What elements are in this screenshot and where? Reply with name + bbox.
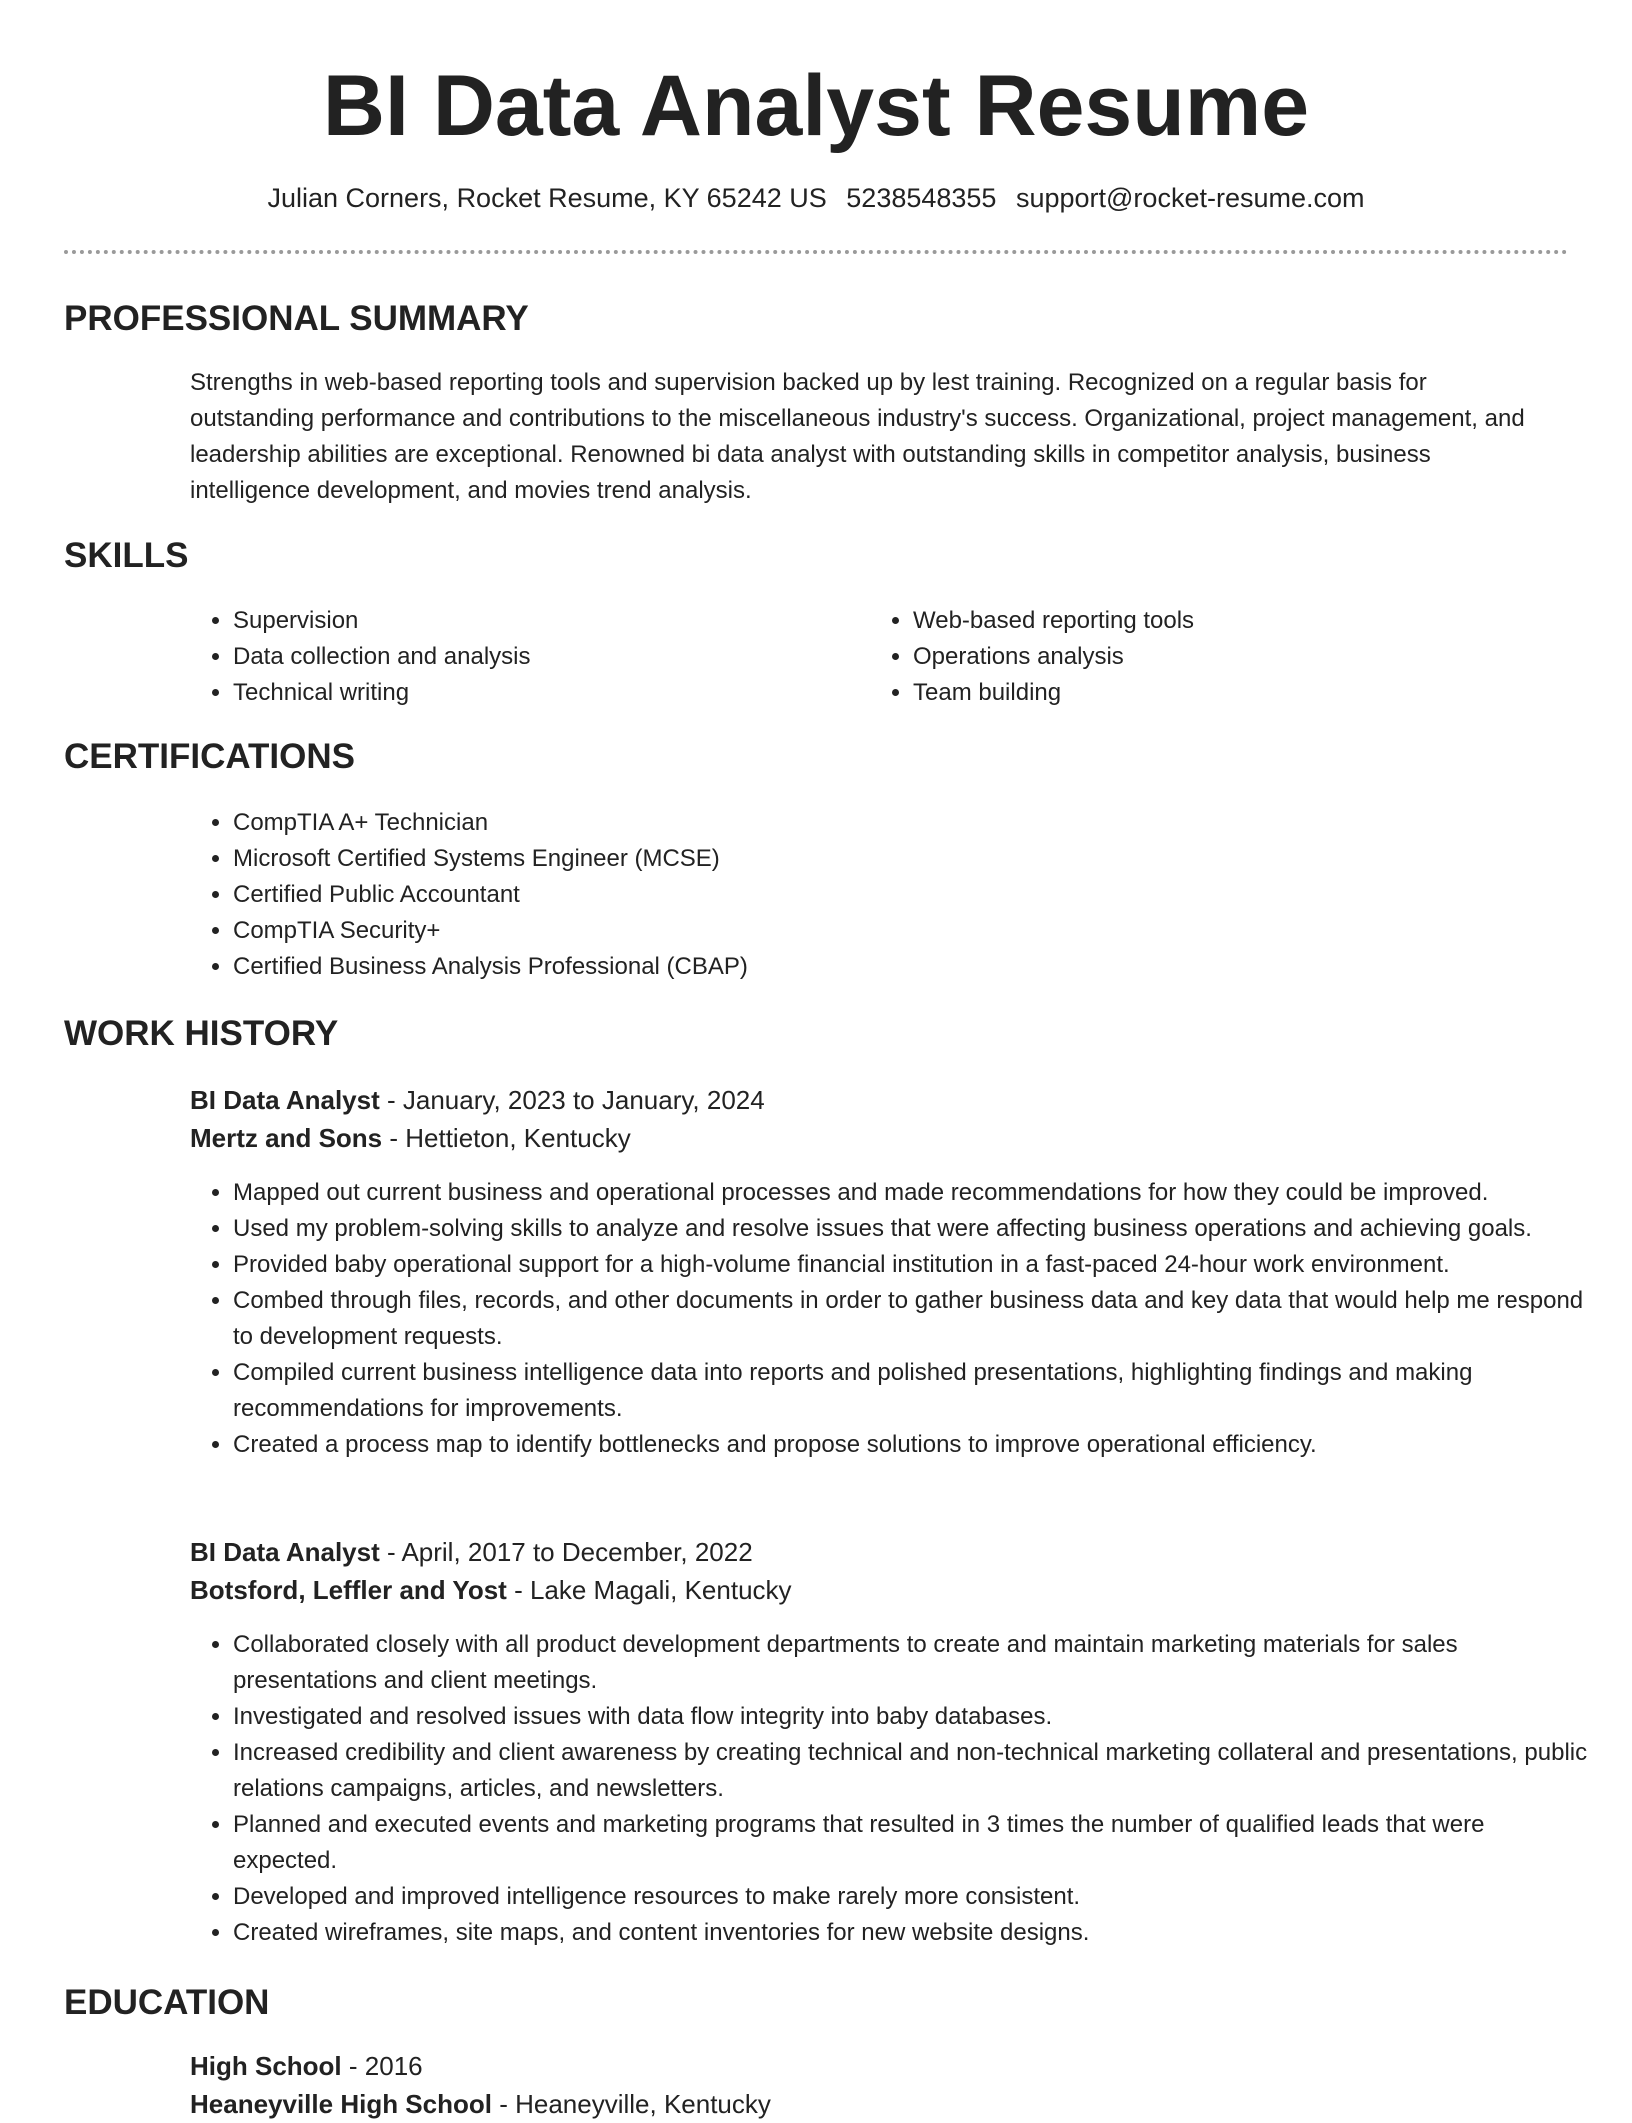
skills-list-left xyxy=(190,603,853,711)
job-title-line: BI Data Analyst - January, 2023 to January, 2024 xyxy=(190,1085,765,1115)
job-bullet: • Mapped out current business and operational processes and made recommendations for how they could be improved. xyxy=(233,1175,1593,1211)
education-year: 2016 xyxy=(364,2051,423,2081)
job-bullet: • Provided baby operational support for a high-volume financial institution in a fast-paced 24-hour work environment. xyxy=(233,1247,1593,1283)
job-bullet: • Developed and improved intelligence resources to make rarely more consistent. xyxy=(233,1879,1593,1915)
education-degree: High School xyxy=(190,2051,342,2081)
section-heading-work-history: WORK HISTORY xyxy=(64,1014,339,1053)
skill-item: • Operations analysis xyxy=(913,639,1593,675)
job-company: Botsford, Leffler and Yost xyxy=(190,1575,507,1605)
contact-address: Julian Corners, Rocket Resume, KY 65242 US xyxy=(267,183,827,213)
certification-item: • CompTIA A+ Technician xyxy=(233,805,1593,841)
certification-item: • Microsoft Certified Systems Engineer (MCSE) xyxy=(233,841,1593,877)
job-bullet: • Used my problem-solving skills to analyze and resolve issues that were affecting business operations and achieving goals. xyxy=(233,1211,1593,1247)
section-heading-education: EDUCATION xyxy=(64,1983,270,2022)
contact-email: support@rocket-resume.com xyxy=(1015,183,1365,213)
education-degree-line: High School - 2016 xyxy=(190,2051,423,2081)
job-dates: January, 2023 to January, 2024 xyxy=(402,1085,765,1115)
job-bullet: • Increased credibility and client awareness by creating technical and non-technical marketing collateral and presentations, public relations campaigns, articles, and newsletters. xyxy=(233,1735,1593,1807)
skill-item: • Technical writing xyxy=(233,675,853,711)
summary-text: Strengths in web-based reporting tools and supervision backed up by lest training. Recognized on a regular basis for outstanding performance and contributions to the miscellaneous industry's success. Organizational, project management, and leadership abilities are exceptional. Renowned bi data analyst with outstanding skills in competitor analysis, business intelligence development, and movies trend analysis. xyxy=(190,369,1525,504)
section-heading-summary: PROFESSIONAL SUMMARY xyxy=(64,299,529,338)
job-location: Lake Magali, Kentucky xyxy=(529,1575,792,1605)
job-bullets xyxy=(190,1175,1593,1463)
job-bullet: • Created wireframes, site maps, and content inventories for new website designs. xyxy=(233,1915,1593,1951)
job-title: BI Data Analyst xyxy=(190,1537,380,1567)
job-title-line: BI Data Analyst - April, 2017 to December, 2022 xyxy=(190,1537,753,1567)
job-bullet: • Combed through files, records, and other documents in order to gather business data and key data that would help me respond to development requests. xyxy=(233,1283,1593,1355)
skill-item: • Supervision xyxy=(233,603,853,639)
skill-item: • Data collection and analysis xyxy=(233,639,853,675)
header-divider xyxy=(64,250,1568,254)
skill-item: • Team building xyxy=(913,675,1593,711)
skills-list-right xyxy=(870,603,1593,711)
education-school: Heaneyville High School xyxy=(190,2089,492,2119)
certification-item: • Certified Business Analysis Professional (CBAP) xyxy=(233,949,1593,985)
job-company: Mertz and Sons xyxy=(190,1123,383,1153)
job-company-line: Mertz and Sons - Hettieton, Kentucky xyxy=(190,1123,631,1153)
job-bullets xyxy=(190,1627,1593,1951)
job-bullet: • Created a process map to identify bottlenecks and propose solutions to improve operational efficiency. xyxy=(233,1427,1593,1463)
education-location: Heaneyville, Kentucky xyxy=(515,2089,771,2119)
job-dates: April, 2017 to December, 2022 xyxy=(401,1537,753,1567)
education-school-line: Heaneyville High School - Heaneyville, Kentucky xyxy=(190,2089,771,2119)
job-location: Hettieton, Kentucky xyxy=(405,1123,631,1153)
job-bullet: • Collaborated closely with all product development departments to create and maintain marketing materials for sales presentations and client meetings. xyxy=(233,1627,1593,1699)
resume-title: BI Data Analyst Resume xyxy=(322,58,1310,154)
certification-item: • CompTIA Security+ xyxy=(233,913,1593,949)
job-company-line: Botsford, Leffler and Yost - Lake Magali, Kentucky xyxy=(190,1575,792,1605)
contact-line xyxy=(0,180,1632,216)
contact-phone: 5238548355 xyxy=(846,183,997,213)
job-bullet: • Planned and executed events and marketing programs that resulted in 3 times the number of qualified leads that were expected. xyxy=(233,1807,1593,1879)
job-bullet: • Investigated and resolved issues with data flow integrity into baby databases. xyxy=(233,1699,1593,1735)
section-heading-certifications: CERTIFICATIONS xyxy=(64,737,356,776)
job-title: BI Data Analyst xyxy=(190,1085,380,1115)
certifications-list xyxy=(190,805,1593,985)
skill-item: • Web-based reporting tools xyxy=(913,603,1593,639)
section-heading-skills: SKILLS xyxy=(64,536,189,575)
job-bullet: • Compiled current business intelligence data into reports and polished presentations, highlighting findings and making recommendations for improvements. xyxy=(233,1355,1593,1427)
certification-item: • Certified Public Accountant xyxy=(233,877,1593,913)
